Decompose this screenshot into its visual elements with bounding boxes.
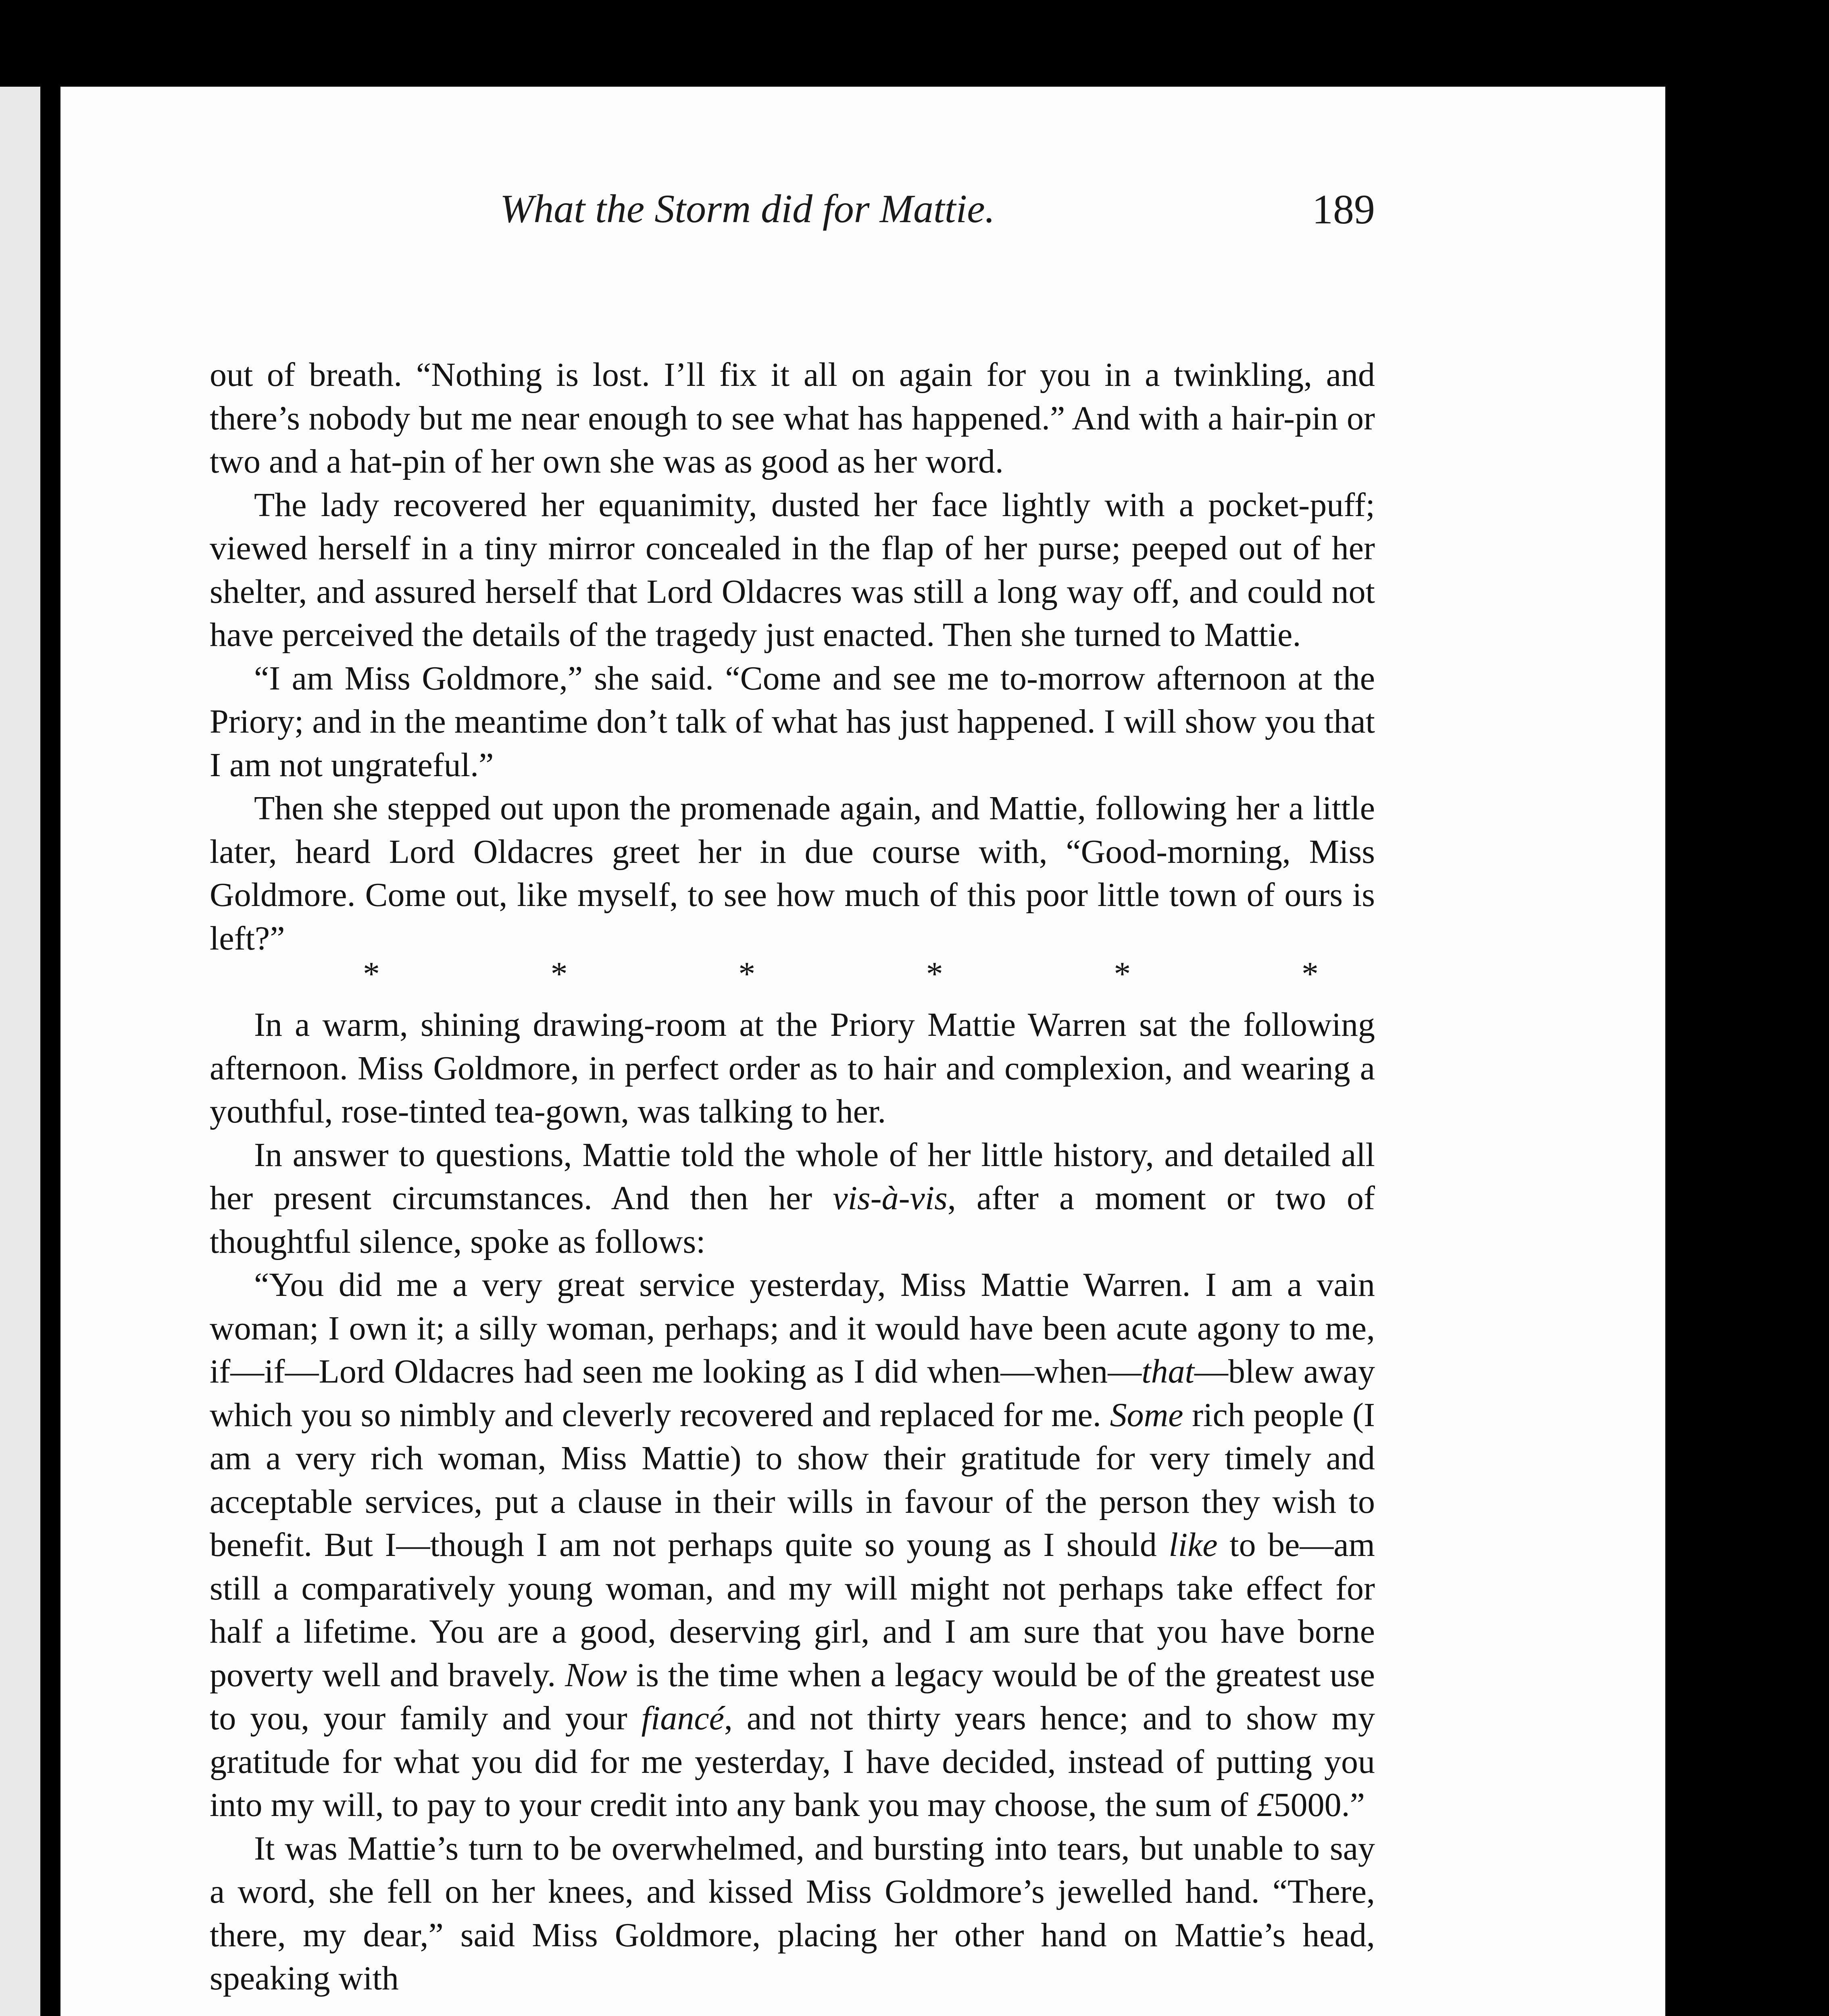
adjacent-page-edge <box>0 87 40 2016</box>
page-number: 189 <box>1312 186 1375 233</box>
paragraph-8: It was Mattie’s turn to be overwhelmed, and bursting into tears, but unable to say a word, she fell on her knees, and kissed Miss Goldmore’s jewelled hand. “There, there, my dear,” said Miss Goldmore, placing her other hand on Mattie’s head, speaking with <box>210 1829 1375 1997</box>
text-run: to be—am still a comparatively young woman, and my will might not perhaps take effect for half a lifetime. You are a good, deserving girl, and I am sure that you have borne poverty well and bravely. <box>210 1526 1375 1694</box>
italic-run: Now <box>565 1656 627 1694</box>
page-header <box>210 177 1375 258</box>
paragraph-2: The lady recovered her equanimity, dusted her face lightly with a pocket-puff; viewed herself in a tiny mirror concealed in the flap of her purse; peeped out of her shelter, and assured herself that Lord Oldacres was still a long way off, and could not have perceived the details of the tragedy just enacted. Then she turned to Mattie. <box>210 486 1375 654</box>
body-text <box>210 353 1375 2000</box>
paragraph-6 <box>210 1133 1375 1264</box>
text-run: In answer to questions, Mattie told the whole of her little history, and detailed all her present circumstances. And then her <box>210 1136 1375 1217</box>
italic-run: like <box>1169 1526 1218 1564</box>
section-separator <box>210 955 1375 1003</box>
text-run: is the time when a legacy would be of the greatest use to you, your family and your <box>210 1656 1375 1737</box>
asterism: * <box>550 955 568 993</box>
italic-run: fiancé <box>641 1699 724 1737</box>
text-run: rich people (I am a very rich woman, Miss Mattie) to show their gratitude for very timely and acceptable services, put a clause in their wills in favour of the person they wish to benefit. But I—though I am not perhaps quite so young as I should <box>210 1396 1375 1564</box>
paragraph-7 <box>210 1263 1375 1827</box>
text-run: —blew away which you so nimbly and cleverly recovered and replaced for me. <box>210 1353 1375 1434</box>
asterism: * <box>1114 955 1131 993</box>
text-run: , after a moment or two of thoughtful silence, spoke as follows: <box>210 1179 1375 1260</box>
running-title: What the Storm did for Mattie. <box>500 186 995 231</box>
asterism: * <box>926 955 943 993</box>
text-run: , and not thirty years hence; and to show my gratitude for what you did for me yesterday, I have decided, instead of putting you into my will, to pay to your credit into any bank you may choose, the sum of <box>210 1699 1375 1824</box>
italic-run: vis-à-vis <box>833 1179 948 1217</box>
asterism: * <box>738 955 756 993</box>
paragraph-4: Then she stepped out upon the promenade again, and Mattie, following her a little later, heard Lord Oldacres greet her in due course with, “Good-morning, Miss Goldmore. Come out, like myself, to see how much of this poor little town of ours is left?” <box>210 789 1375 957</box>
asterism: * <box>363 955 380 993</box>
paragraph-3: “I am Miss Goldmore,” she said. “Come and see me to-morrow afternoon at the Priory; and in the meantime don’t talk of what has just happened. I will show you that I am not ungrateful.” <box>210 659 1375 784</box>
italic-run: Some <box>1110 1396 1183 1434</box>
italic-run: that <box>1142 1353 1194 1390</box>
paragraph-5: In a warm, shining drawing-room at the Priory Mattie Warren sat the following afternoon. Miss Goldmore, in perfect order as to hair and complexion, and wearing a youthful, rose-tinted tea-gown, was talking to her. <box>210 1006 1375 1130</box>
paragraph-1: out of breath. “Nothing is lost. I’ll fix it all on again for you in a twinkling, and there’s nobody but me near enough to see what has happened.” And with a hair-pin or two and a hat-pin of her own she was as good as her word. <box>210 356 1375 480</box>
pound-sign: £ <box>1256 1786 1274 1824</box>
text-run: “You did me a very great service yesterday, Miss Mattie Warren. I am a vain woman; I own it; a silly woman, perhaps; and it would have been acute agony to me, if—if—Lord Oldacres had seen me looking as I did when—when— <box>210 1266 1375 1390</box>
asterism: * <box>1301 955 1319 993</box>
text-run: 5000.” <box>1273 1786 1365 1824</box>
